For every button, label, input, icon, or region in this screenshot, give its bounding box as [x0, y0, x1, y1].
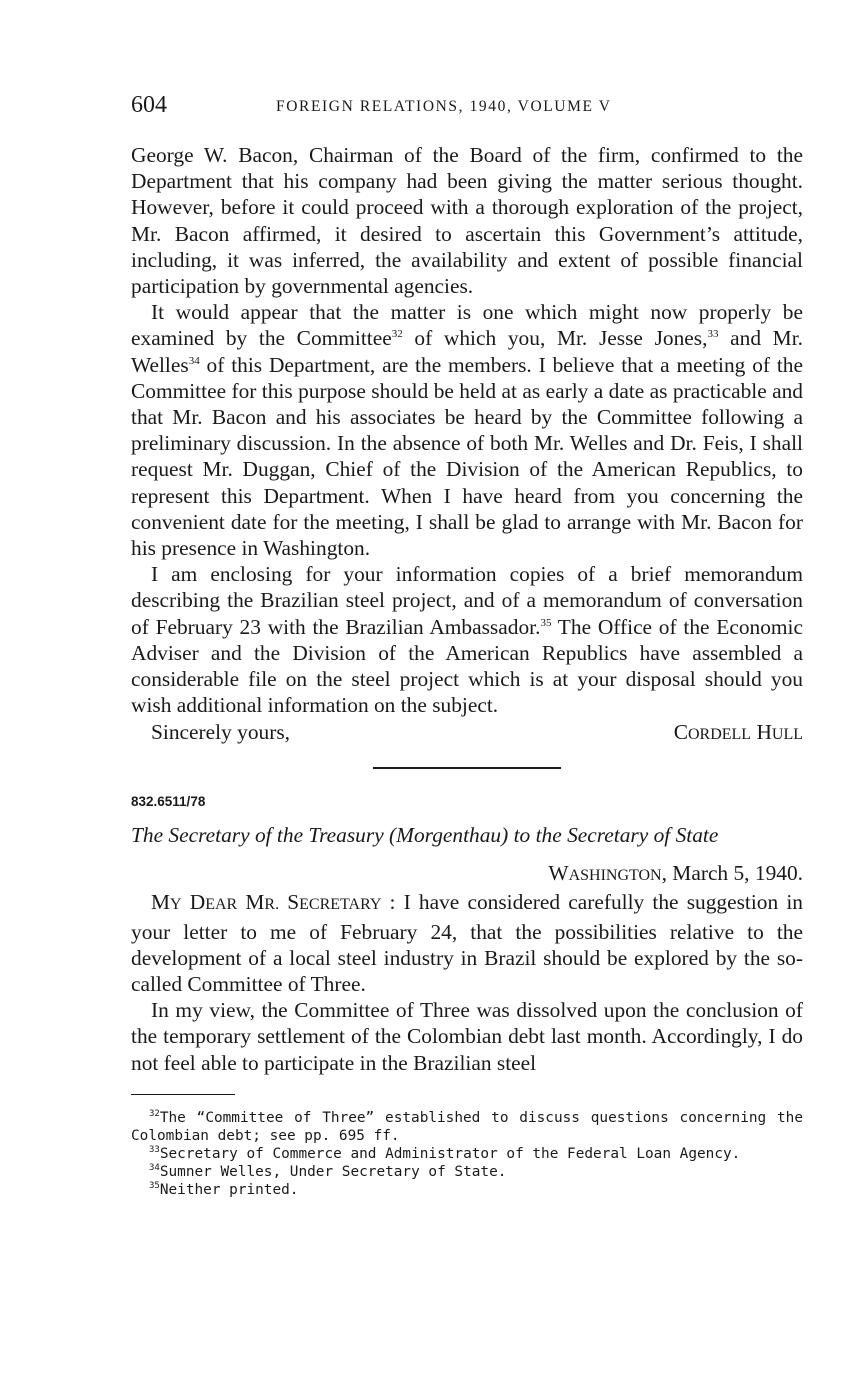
title-part: ) to the Secretary of State — [501, 823, 719, 848]
salutation-letter: M — [245, 890, 265, 915]
text-run: The Office of the Economic Adviser and the Division of the American Republics have assembled a considerable file on the steel project which is at your disposal should you wish additional information on the subject. — [131, 614, 803, 718]
dateline — [131, 861, 803, 889]
page-number: 604 — [131, 92, 167, 118]
text-run: of this Department, are the members. I believe that a meeting of the Committee for this purpose should be held at as early a date as practicable and that Mr. Bacon and his associates be heard by the Committee following a preliminary discussion. In the absence of both Mr. Welles and Dr. Feis, I shall request Mr. Duggan, Chief of the Division of the American Republics, to represent this Department. When I have heard from you concerning the convenient date for the meeting, I shall be glad to arrange with Mr. Bacon for his presence in Washington. — [131, 352, 803, 561]
footnote-rule — [131, 1094, 235, 1096]
letter2-paragraph-1 — [131, 889, 803, 997]
salutation-smallcaps: ECRETARY — [299, 896, 382, 914]
document-title — [131, 823, 803, 848]
signature-smallcaps: ORDELL — [687, 726, 752, 744]
text-run: It would appear that the matter is one which might now properly be examined by the Committee — [131, 300, 803, 351]
signature-smallcaps: ULL — [771, 726, 803, 744]
footnote-33 — [131, 1145, 803, 1163]
footnote-text: Neither printed. — [159, 1182, 299, 1199]
salutation-letter: D — [189, 890, 206, 915]
footnote-text: The “Committee of Three” established to discuss questions concerning the Colombian debt; see pp. 695 ff. — [131, 1110, 803, 1145]
salutation-letter: M — [151, 890, 171, 915]
signature-initial: H — [756, 720, 772, 745]
salutation-smallcaps: EAR — [205, 896, 238, 914]
salutation-letter: S — [287, 890, 300, 915]
footnote-35 — [131, 1181, 803, 1199]
footnote-ref-34: 34 — [188, 354, 200, 367]
dateline-smallcaps: ASHINGTON — [568, 867, 662, 885]
text-run: I have considered carefully the suggestion in your letter to me of February 24, that the possibilities relative to the development of a local steel industry in Brazil should be explored by the so-called Committee of Three. — [131, 890, 803, 997]
text-run: I am enclosing for your information copies of a brief memorandum describing the Brazilian steel project, and of a memorandum of conversation of February 23 with the Brazilian Ambassador. — [131, 562, 803, 639]
salutation-colon: : — [381, 890, 396, 915]
footnote-number: 35 — [149, 1181, 160, 1192]
signature-initial: C — [673, 720, 688, 745]
footnote-34 — [131, 1163, 803, 1181]
salutation-smallcaps: R. — [264, 896, 280, 914]
text-run: of which you, Mr. Jesse Jones, — [402, 326, 708, 351]
running-title: FOREIGN RELATIONS, 1940, VOLUME V — [276, 98, 612, 115]
letter1-paragraph-3 — [131, 561, 803, 718]
letter1-signoff — [131, 720, 803, 748]
footnote-number: 32 — [149, 1109, 160, 1120]
dateline-date: , March 5, 1940. — [661, 861, 803, 886]
footnotes — [131, 1109, 803, 1199]
running-head — [131, 92, 803, 120]
document-page — [131, 92, 803, 1199]
title-part: The Secretary of the Treasury ( — [131, 823, 397, 848]
footnote-text: Sumner Welles, Under Secretary of State. — [159, 1164, 507, 1181]
footnote-ref-33: 33 — [707, 328, 719, 341]
closing: Sincerely yours, — [151, 720, 291, 745]
letter2-paragraph-2: In my view, the Committee of Three was dissolved upon the conclusion of the temporary settlement of the Colombian debt last month. Accordingly, I do not feel able to participate in the Brazilian steel — [131, 998, 803, 1075]
footnote-32 — [131, 1109, 803, 1145]
salutation — [151, 890, 396, 914]
footnote-number: 34 — [149, 1163, 160, 1174]
footnote-ref-35: 35 — [540, 616, 552, 629]
title-name: Morgenthau — [396, 823, 502, 848]
footnote-number: 33 — [149, 1145, 160, 1156]
footnote-ref-32: 32 — [391, 328, 403, 341]
file-number: 832.6511/78 — [131, 794, 206, 810]
letter1-paragraph-2 — [131, 299, 803, 561]
footnote-text: Secretary of Commerce and Administrator of the Federal Loan Agency. — [159, 1146, 741, 1163]
section-divider — [373, 767, 561, 769]
dateline-initial: W — [548, 861, 569, 886]
text-run: and Mr. Welles — [131, 326, 803, 377]
salutation-smallcaps: Y — [170, 896, 182, 914]
signature — [674, 720, 803, 745]
letter1-paragraph-continued: George W. Bacon, Chairman of the Board of the firm, confirmed to the Department that his company had been giving the matter serious thought. However, before it could proceed with a thorough exploration of the project, Mr. Bacon affirmed, it desired to ascertain this Government’s attitude, including, it was inferred, the availability and extent of possible financial participation by governmental agencies. — [131, 143, 803, 299]
